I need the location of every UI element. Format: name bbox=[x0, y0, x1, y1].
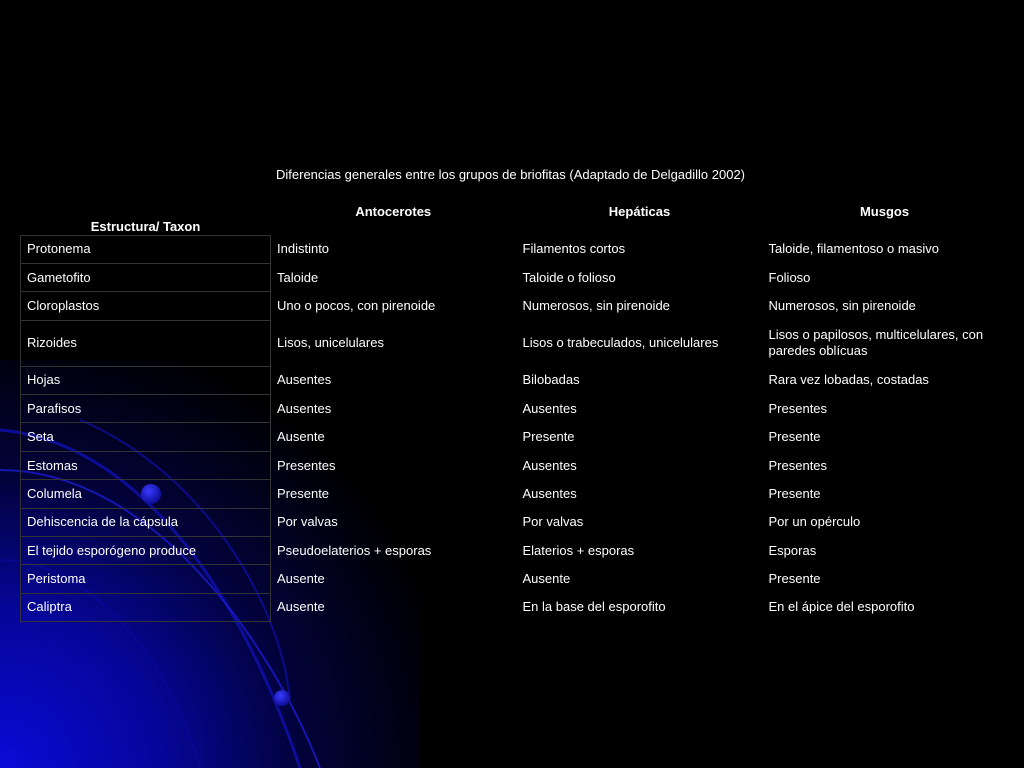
row-label: Peristoma bbox=[21, 565, 271, 593]
table-row bbox=[21, 508, 1007, 536]
bryophyte-differences-table bbox=[20, 198, 1007, 622]
cell-hepaticas: Ausentes bbox=[522, 400, 577, 416]
cell-hepaticas: Por valvas bbox=[522, 514, 584, 530]
cell-musgos: Lisos o papilosos, multicelulares, con paredes oblícuas bbox=[768, 327, 984, 359]
table-row bbox=[21, 593, 1007, 621]
cell-hepaticas: Numerosos, sin pirenoide bbox=[522, 297, 670, 313]
row-label: Cloroplastos bbox=[21, 292, 271, 320]
cell-musgos: En el ápice del esporofito bbox=[768, 599, 915, 615]
cell-hepaticas: Ausentes bbox=[522, 457, 577, 473]
row-label: Protonema bbox=[21, 235, 271, 263]
cell-musgos: Taloide, filamentoso o masivo bbox=[768, 241, 940, 257]
table-row bbox=[21, 235, 1007, 263]
cell-hepaticas: Ausente bbox=[522, 571, 571, 587]
table-row bbox=[21, 320, 1007, 366]
cell-antocerotes: Por valvas bbox=[277, 514, 338, 530]
row-label: Estomas bbox=[21, 451, 271, 479]
cell-antocerotes: Lisos, unicelulares bbox=[277, 335, 384, 351]
cell-hepaticas: Ausentes bbox=[522, 485, 577, 501]
cell-antocerotes: Ausentes bbox=[277, 372, 332, 388]
row-label: Columela bbox=[21, 480, 271, 508]
row-label: Gametofito bbox=[21, 263, 271, 291]
row-label: Parafisos bbox=[21, 395, 271, 423]
cell-hepaticas: Bilobadas bbox=[522, 372, 580, 388]
cell-musgos: Por un opérculo bbox=[768, 514, 861, 530]
table-row bbox=[21, 366, 1007, 394]
cell-antocerotes: Ausente bbox=[277, 599, 325, 615]
cell-antocerotes: Presente bbox=[277, 485, 330, 501]
cell-hepaticas: Filamentos cortos bbox=[522, 241, 626, 257]
table-row bbox=[21, 565, 1007, 593]
row-label: Rizoides bbox=[21, 320, 271, 366]
cell-musgos: Presente bbox=[768, 571, 821, 587]
row-label: Seta bbox=[21, 423, 271, 451]
cell-musgos: Folioso bbox=[768, 269, 811, 285]
cell-hepaticas: Lisos o trabeculados, unicelulares bbox=[522, 335, 719, 351]
header-antocerotes: Antocerotes bbox=[355, 204, 432, 219]
cell-antocerotes: Uno o pocos, con pirenoide bbox=[277, 297, 436, 313]
row-label: Hojas bbox=[21, 366, 271, 394]
header-musgos: Musgos bbox=[859, 204, 910, 219]
cell-musgos: Presentes bbox=[768, 457, 828, 473]
cell-musgos: Presente bbox=[768, 485, 821, 501]
row-label: Caliptra bbox=[21, 593, 271, 621]
table-row bbox=[21, 263, 1007, 291]
cell-musgos: Esporas bbox=[768, 542, 817, 558]
row-label: El tejido esporógeno produce bbox=[21, 537, 271, 565]
table-row bbox=[21, 423, 1007, 451]
cell-antocerotes: Ausentes bbox=[277, 400, 332, 416]
cell-hepaticas: Taloide o folioso bbox=[522, 269, 616, 285]
cell-antocerotes: Taloide bbox=[277, 269, 319, 285]
header-hepaticas: Hepáticas bbox=[608, 204, 671, 219]
cell-antocerotes: Indistinto bbox=[277, 241, 330, 257]
cell-hepaticas: En la base del esporofito bbox=[522, 599, 666, 615]
cell-hepaticas: Elaterios + esporas bbox=[522, 542, 635, 558]
table-caption: Diferencias generales entre los grupos de briofitas (Adaptado de Delgadillo 2002) bbox=[276, 167, 746, 182]
row-label: Dehiscencia de la cápsula bbox=[21, 508, 271, 536]
cell-musgos: Numerosos, sin pirenoide bbox=[768, 297, 916, 313]
table-row bbox=[21, 292, 1007, 320]
table-row bbox=[21, 480, 1007, 508]
cell-antocerotes: Presentes bbox=[277, 457, 336, 473]
cell-antocerotes: Ausente bbox=[277, 429, 325, 445]
decorative-dot bbox=[274, 690, 290, 706]
cell-antocerotes: Pseudoelaterios + esporas bbox=[277, 542, 432, 558]
cell-musgos: Presente bbox=[768, 429, 821, 445]
cell-hepaticas: Presente bbox=[522, 429, 575, 445]
table-row bbox=[21, 537, 1007, 565]
table-row bbox=[21, 451, 1007, 479]
table-header-row bbox=[21, 198, 1007, 235]
cell-musgos: Presentes bbox=[768, 400, 828, 416]
table-row bbox=[21, 395, 1007, 423]
cell-antocerotes: Ausente bbox=[277, 571, 325, 587]
header-estructura: Estructura/ Taxon bbox=[90, 218, 201, 234]
cell-musgos: Rara vez lobadas, costadas bbox=[768, 372, 929, 388]
